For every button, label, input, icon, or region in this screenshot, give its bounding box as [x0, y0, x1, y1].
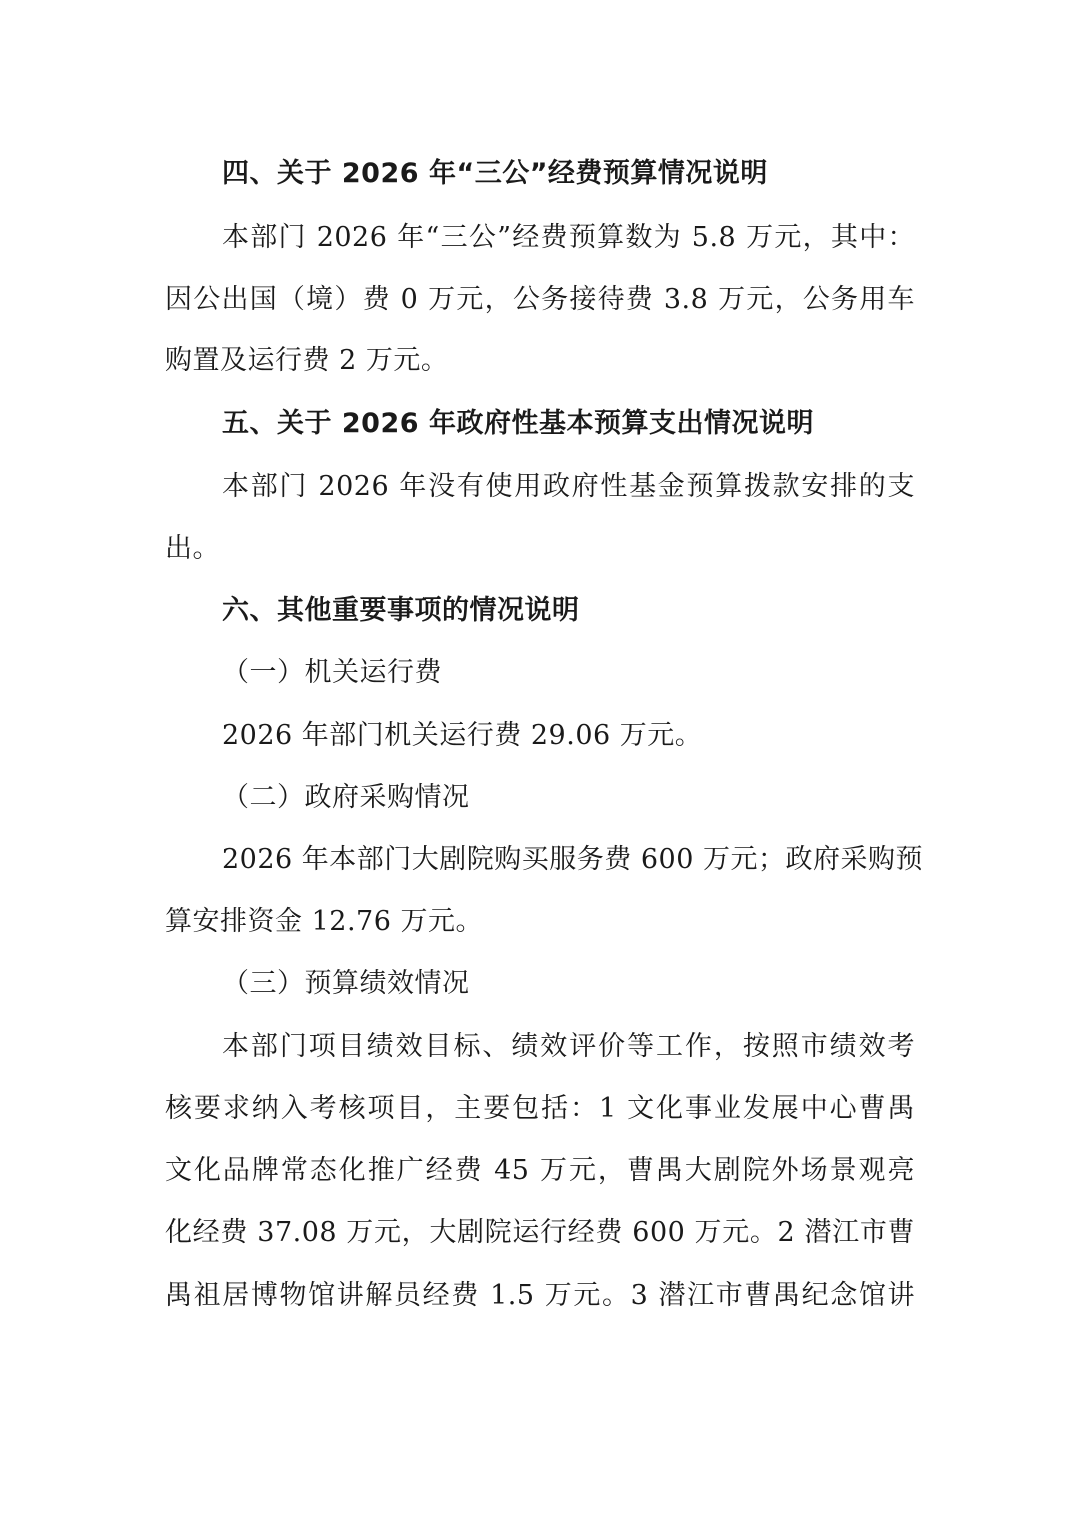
subsection-3-line-2: 核要求纳入考核项目，主要包括：1 文化事业发展中心曹禺	[165, 1093, 915, 1124]
section-5-paragraph-line-1: 本部门 2026 年没有使用政府性基金预算拨款安排的支	[222, 471, 915, 502]
section-5-paragraph-line-2: 出。	[165, 533, 220, 564]
section-4-paragraph-line-2: 因公出国（境）费 0 万元，公务接待费 3.8 万元，公务用车	[165, 284, 915, 315]
section-5-heading: 五、关于 2026 年政府性基本预算支出情况说明	[222, 408, 814, 439]
subsection-2-title: （二）政府采购情况	[222, 782, 470, 813]
subsection-3-line-5: 禺祖居博物馆讲解员经费 1.5 万元。3 潜江市曹禺纪念馆讲	[165, 1280, 915, 1311]
section-6-heading: 六、其他重要事项的情况说明	[222, 595, 580, 626]
subsection-3-line-1: 本部门项目绩效目标、绩效评价等工作，按照市绩效考	[222, 1031, 915, 1062]
subsection-2-line-2: 算安排资金 12.76 万元。	[165, 906, 483, 937]
section-4-paragraph-line-1: 本部门 2026 年“三公”经费预算数为 5.8 万元，其中：	[222, 222, 915, 253]
section-4-paragraph-line-3: 购置及运行费 2 万元。	[165, 345, 449, 376]
subsection-2-line-1: 2026 年本部门大剧院购买服务费 600 万元；政府采购预	[222, 844, 923, 875]
subsection-3-line-3: 文化品牌常态化推广经费 45 万元，曹禺大剧院外场景观亮	[165, 1155, 915, 1186]
subsection-3-line-4: 化经费 37.08 万元，大剧院运行经费 600 万元。2 潜江市曹	[165, 1217, 915, 1248]
subsection-1-line-1: 2026 年部门机关运行费 29.06 万元。	[222, 720, 703, 751]
subsection-3-title: （三）预算绩效情况	[222, 968, 470, 999]
section-4-heading: 四、关于 2026 年“三公”经费预算情况说明	[222, 158, 768, 189]
subsection-1-title: （一）机关运行费	[222, 657, 442, 688]
